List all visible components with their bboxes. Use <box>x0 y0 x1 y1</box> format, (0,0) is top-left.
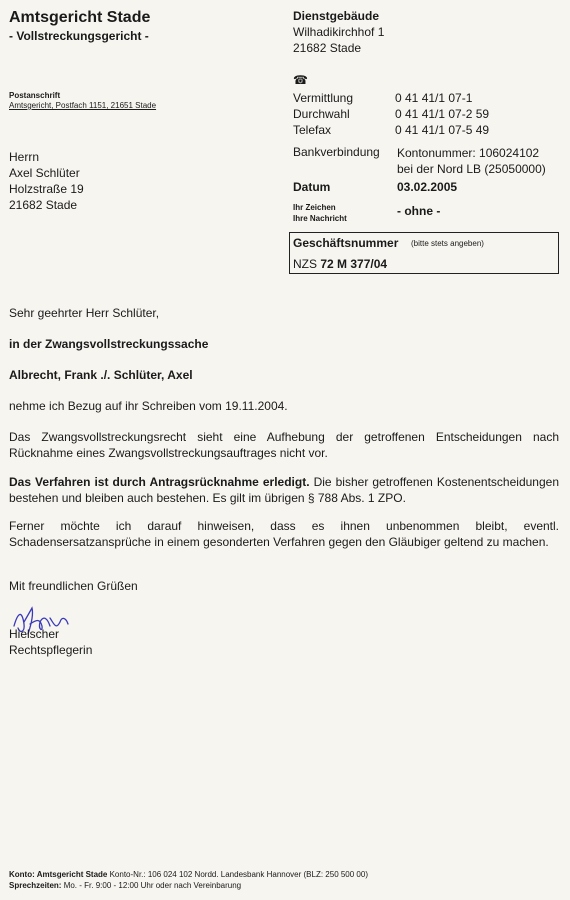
court-subtitle: - Vollstreckungsgericht - <box>9 29 149 43</box>
paragraph-reference: nehme ich Bezug auf ihr Schreiben vom 19.11.2004. <box>9 399 288 413</box>
postal-address: Amtsgericht, Postfach 1151, 21651 Stade <box>9 101 157 110</box>
date-label: Datum <box>293 180 331 194</box>
recipient-street: Holzstraße 19 <box>9 182 84 196</box>
bank-label: Bankverbindung <box>293 145 380 159</box>
greeting: Sehr geehrter Herr Schlüter, <box>9 306 160 320</box>
decision-statement: Das Verfahren ist durch Antragsrücknahme erledigt. <box>9 475 310 489</box>
bank-details <box>397 145 546 177</box>
case-number-value: 72 M 377/04 <box>320 257 388 271</box>
paragraph-decision <box>9 474 559 506</box>
reference-label-2: Ihre Nachricht <box>293 214 347 223</box>
paragraph-damages: Ferner möchte ich darauf hinweisen, dass es ihnen unbenommen bleibt, eventl. Schadensersatzansprüche in einem gesonderten Verfahren gegen den Gläubiger geltend zu machen. <box>9 519 559 549</box>
case-number-hint: (bitte stets angeben) <box>411 239 484 248</box>
recipient-address <box>9 149 84 213</box>
footer-account-text: Konto-Nr.: 106 024 102 Nordd. Landesbank Hannover (BLZ: 250 500 00) <box>107 870 368 879</box>
signer-block <box>9 626 92 658</box>
case-number <box>293 257 387 271</box>
reference-label-1: Ihr Zeichen <box>293 203 336 212</box>
contact-label-direct: Durchwahl <box>293 107 350 121</box>
contact-value-switchboard: 0 41 41/1 07-1 <box>395 91 473 105</box>
recipient-name: Axel Schlüter <box>9 166 80 180</box>
closing: Mit freundlichen Grüßen <box>9 579 138 593</box>
signer-name: Hielscher <box>9 627 60 641</box>
recipient-salutation: Herrn <box>9 150 40 164</box>
contact-label-switchboard: Vermittlung <box>293 91 354 105</box>
postal-label: Postanschrift <box>9 91 61 100</box>
bank-account: Kontonummer: 106024102 <box>397 146 540 160</box>
contact-value-direct: 0 41 41/1 07-2 59 <box>395 107 490 121</box>
footer-account-label: Konto: Amtsgericht Stade <box>9 870 108 879</box>
office-title: Dienstgebäude <box>293 9 380 23</box>
decision-details: Die bisher getroffenen Kostenentscheidungen bestehen und bleiben auch bestehen. Es gilt im übrigen § 788 Abs. 1 ZPO. <box>9 475 559 505</box>
phone-icon: ☎ <box>293 73 308 87</box>
reference-label <box>293 202 347 224</box>
footer-hours-text: Mo. - Fr. 9:00 - 12:00 Uhr oder nach Vereinbarung <box>61 881 242 890</box>
case-parties: Albrecht, Frank ./. Schlüter, Axel <box>9 368 193 382</box>
contact-label-fax: Telefax <box>293 123 332 137</box>
contact-value-fax: 0 41 41/1 07-5 49 <box>395 123 490 137</box>
recipient-city: 21682 Stade <box>9 198 78 212</box>
court-name: Amtsgericht Stade <box>9 9 151 26</box>
office-city: 21682 Stade <box>293 41 362 55</box>
reference-value: - ohne - <box>397 204 441 218</box>
footer <box>9 869 368 891</box>
subject-intro: in der Zwangsvollstreckungssache <box>9 337 209 351</box>
case-number-title: Geschäftsnummer <box>293 236 399 250</box>
paragraph-law: Das Zwangsvollstreckungsrecht sieht eine Aufhebung der getroffenen Entscheidungen nach Rücknahme eines Zwangsvollstreckungsauftrages nicht vor. <box>9 430 559 460</box>
footer-hours <box>9 880 368 891</box>
office-street: Wilhadikirchhof 1 <box>293 25 385 39</box>
signer-title: Rechtspflegerin <box>9 643 93 657</box>
bank-name: bei der Nord LB (25050000) <box>397 162 546 176</box>
date-value: 03.02.2005 <box>397 180 458 194</box>
case-prefix: NZS <box>293 257 317 271</box>
footer-account <box>9 869 368 880</box>
footer-hours-label: Sprechzeiten: <box>9 881 62 890</box>
